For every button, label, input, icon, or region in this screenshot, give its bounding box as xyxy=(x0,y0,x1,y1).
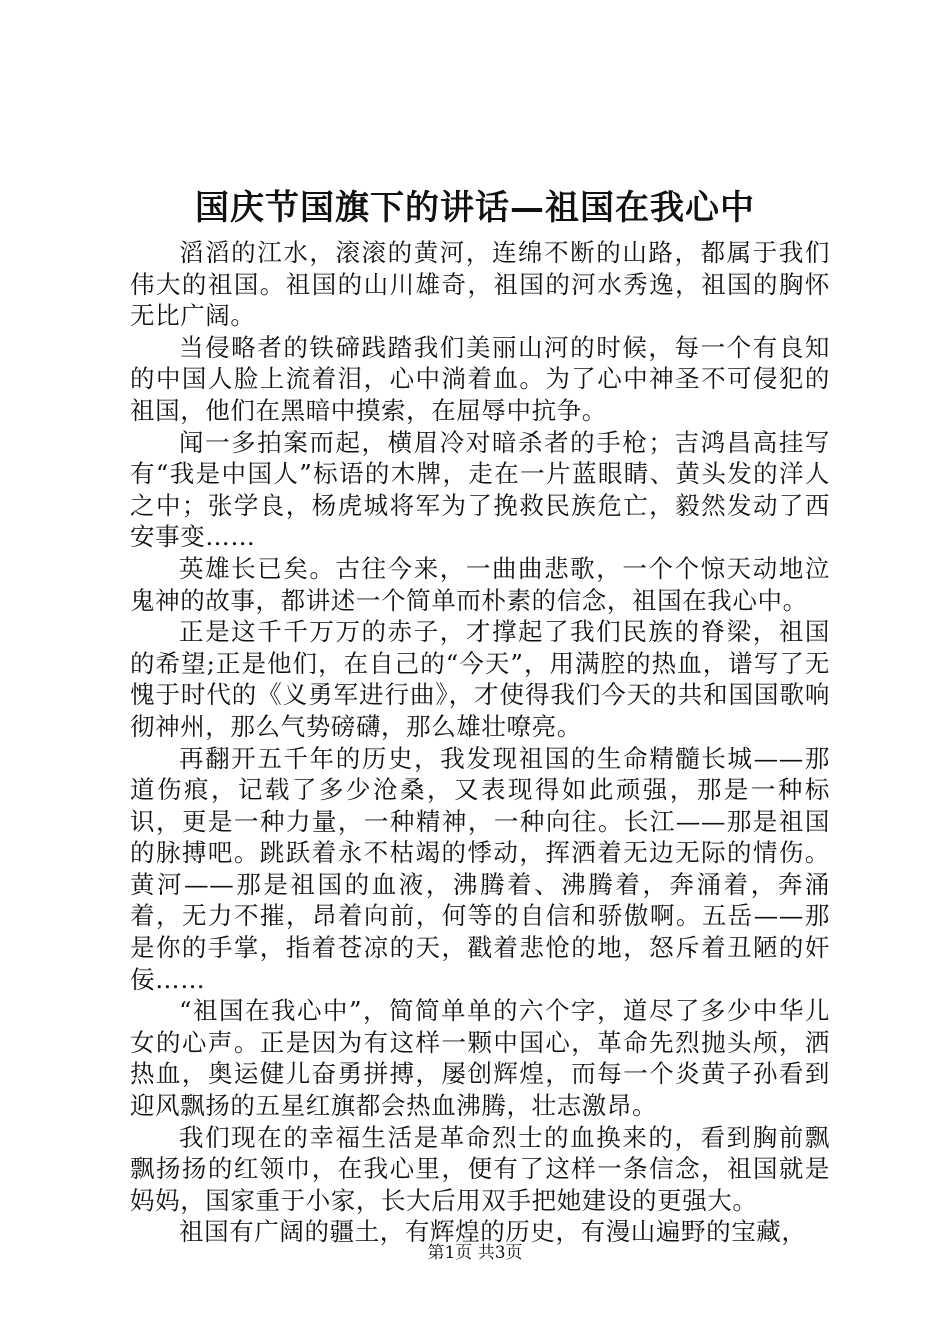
document-title: 国庆节国旗下的讲话—祖国在我心中 xyxy=(195,188,755,228)
document-body xyxy=(130,237,830,1248)
page-footer: 第1页 共3页 xyxy=(427,1243,523,1263)
body-paragraph: 滔滔的江水，滚滚的黄河，连绵不断的山路，都属于我们伟大的祖国。祖国的山川雄奇，祖国的河水秀逸，祖国的胸怀无比广阔。 xyxy=(130,238,830,331)
body-paragraph: 闻一多拍案而起，横眉冷对暗杀者的手枪；吉鸿昌高挂写有“我是中国人”标语的木牌，走在一片蓝眼睛、黄头发的洋人之中；张学良，杨虎城将军为了挽救民族危亡，毅然发动了西安事变…… xyxy=(130,427,830,552)
body-paragraph: “祖国在我心中”，简简单单的六个字，道尽了多少中华儿女的心声。正是因为有这样一颗中国心，革命先烈抛头颅，洒热血，奥运健儿奋勇拼搏，屡创辉煌，而每一个炎黄子孙看到迎风飘扬的五星红旗都会热血沸腾，壮志激昂。 xyxy=(130,996,830,1121)
body-paragraph: 祖国有广阔的疆土，有辉煌的历史，有漫山遍野的宝藏， xyxy=(179,1217,807,1247)
body-paragraph: 我们现在的幸福生活是革命烈士的血换来的，看到胸前飘飘扬扬的红领巾，在我心里，便有了这样一条信念，祖国就是妈妈，国家重于小家，长大后用双手把她建设的更强大。 xyxy=(130,1122,830,1215)
body-paragraph: 再翻开五千年的历史，我发现祖国的生命精髓长城——那道伤痕，记载了多少沧桑，又表现得如此顽强，那是一种标识，更是一种力量，一种精神，一种向往。长江——那是祖国的脉搏吧。跳跃着永不枯竭的悸动，挥洒着无边无际的情伤。黄河——那是祖国的血液，沸腾着、沸腾着，奔涌着，奔涌着，无力不摧，昂着向前，何等的自信和骄傲啊。五岳——那是你的手掌，指着苍凉的天，戳着悲怆的地，怒斥着丑陋的奸佞…… xyxy=(130,743,830,994)
body-paragraph: 正是这千千万万的赤子，才撑起了我们民族的脊梁，祖国的希望;正是他们，在自己的“今天”，用满腔的热血，谱写了无愧于时代的《义勇军进行曲》，才使得我们今天的共和国国歌响彻神州，那么气势磅礴，那么雄壮嘹亮。 xyxy=(130,617,830,741)
body-paragraph: 当侵略者的铁碲践踏我们美丽山河的时候，每一个有良知的中国人脸上流着泪，心中淌着血。为了心中神圣不可侵犯的祖国，他们在黑暗中摸索，在屈辱中抗争。 xyxy=(130,332,830,425)
body-paragraph: 英雄长已矣。古往今来，一曲曲悲歌，一个个惊天动地泣鬼神的故事，都讲述一个简单而朴素的信念，祖国在我心中。 xyxy=(130,553,830,615)
